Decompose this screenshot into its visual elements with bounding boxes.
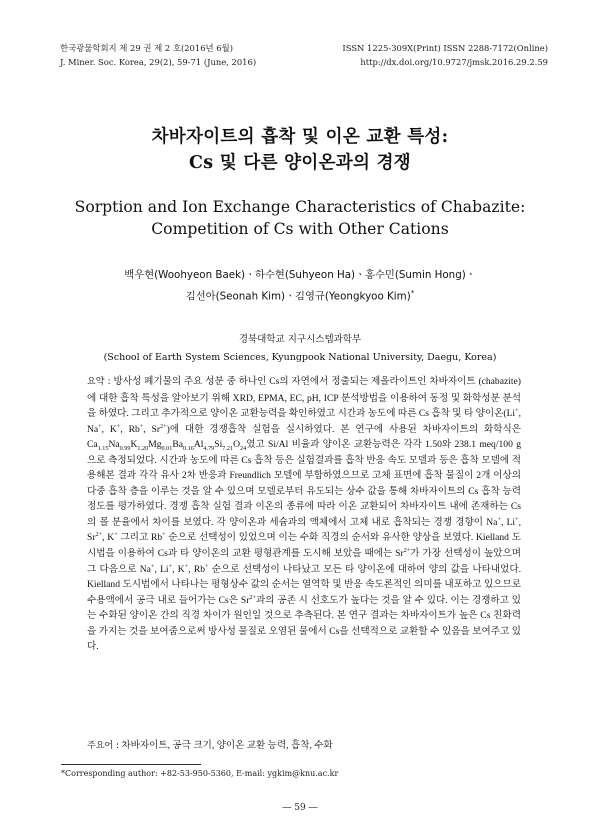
superscript: + [162, 531, 166, 539]
abstract-text: 순으로 선택성이 나타났고 모든 타 양이온에 대하여 양의 값을 나타내었다. Kielland 도시법에서 나타나는 평형상수 값의 순서는 열역학 및 반응 속도론적인 의미를 내포하고 있으므로 수용액에서 공극 내로 들어가는 Cs은 Sr [87, 563, 521, 606]
doi-link[interactable]: http://dx.doi.org/10.9727/jmsk.2016.29.2.59 [360, 57, 548, 67]
superscript: + [497, 515, 501, 523]
subscript: 7.21 [222, 445, 234, 453]
superscript: 2+ [160, 422, 167, 430]
formula-element: Ba [172, 439, 183, 451]
author-line-2-text: 김선아(Seonah Kim)ㆍ김영규(Yeongkyoo Kim) [185, 290, 411, 303]
subscript: 0.99 [119, 445, 131, 453]
subscript: 0.01 [161, 445, 173, 453]
journal-name-korean: 한국광물학회지 제 29 권 제 2 호(2016년 6월) [60, 43, 233, 53]
superscript: + [116, 422, 121, 430]
formula-element: K [130, 439, 138, 451]
abstract-text: 가 가장 선택성이 높았으며 그 다음으로 Na [87, 548, 521, 575]
subscript: 24 [240, 445, 247, 453]
title-english-line-1: Sorption and Ion Exchange Characteristics of Chabazite: [74, 198, 526, 216]
footnote-divider [61, 764, 201, 765]
superscript: + [184, 562, 189, 570]
abstract [87, 374, 521, 655]
abstract-text: , Rb [188, 563, 205, 575]
superscript: + [515, 515, 519, 523]
abstract-text: , K [172, 563, 185, 575]
formula-element: Na [108, 439, 120, 451]
title-english-line-2: Competition of Cs with Other Cations [151, 220, 449, 238]
subscript: 1.20 [137, 445, 149, 453]
author-line-1: 백우현(Woohyeon Baek)ㆍ하수현(Suhyeon Ha)ㆍ홍수민(Sumin Hong)ㆍ [124, 269, 476, 281]
abstract-text: 였고 Si/Al 비율과 양이온 교환능력은 각각 1.50와 238.1 meq/100 g으로 측정되었다. 시간과 농도에 따른 Cs 흡착 등은 실험결과를 흡착 반응 속도 모델과 등은 흡착 모델에 적용해본 결과 각각 유사 2차 반응과 Freundlich 모델에 부합하였으므로 고체 표면에 흡착 물질이 2개 이상의 다중 흡착 층을 이루는 것을 알 수 있으며 모델로부터 유도되는 상수 값을 통해 차바자이트의 Cs 흡착 능력정도를 평가하였다. 경쟁 흡착 실험 결과 이온의 종류에 따라 이온 교환되어 차바자이트 내에 존재하는 Cs의 몰 분율에서 차이를 보였다. 각 양이온과 세슘과의 액체에서 고체 내로 흡착되는 경쟁 경향이 Na [87, 439, 521, 528]
abstract-text: , Rb [120, 423, 140, 435]
keywords-text: 차바자이트, 공극 크기, 양이온 교환 능력, 흡착, 수화 [118, 740, 333, 751]
corresponding-author-footnote: *Corresponding author: +82-53-950-5360, E-mail: ygkim@knu.ac.kr [61, 769, 339, 778]
affiliation-korean: 경북대학교 지구시스템과학부 [238, 334, 362, 345]
subscript: 1.15 [97, 445, 109, 453]
formula-element: Si [214, 439, 223, 451]
superscript: + [139, 422, 144, 430]
formula-element: Mg [148, 439, 162, 451]
issn: ISSN 1225-309X(Print) ISSN 2288-7172(Online) [342, 43, 548, 53]
journal-header-right [342, 41, 548, 69]
superscript: + [114, 531, 118, 539]
title-korean-line-2: Cs 및 다른 양이온과의 경쟁 [189, 153, 411, 173]
superscript: + [515, 406, 519, 414]
abstract-text: 과의 공존 시 선호도가 높다는 것을 알 수 있다. 이는 경쟁하고 있는 수화된 양이온 간의 직경 차이가 원인일 것으로 추측된다. 본 연구 결과는 차바자이트가 높은 Cs 친화력을 가지는 것을 보여줌으로써 방사성 물질로 오염된 물에서 Cs을 선택적으로 교환할 수 있음을 보여주고 있다. [87, 594, 521, 653]
author-line-2 [0, 284, 600, 305]
subscript: 0.16 [183, 445, 194, 453]
abstract-text: 순으로 선택성이 있었으며 이는 수화 직경의 순서와 유사한 양상을 보였다. Kielland 도시법을 이용하여 Cs과 타 양이온의 교환 평형관계를 도시해 보았을 때에는 Sr [87, 532, 521, 560]
superscript: 2+ [249, 593, 256, 601]
journal-citation: J. Miner. Soc. Korea, 29(2), 59-71 (June, 2016) [60, 57, 257, 67]
author-list [0, 266, 600, 305]
abstract-text: , K [101, 423, 117, 435]
formula-element: Al [193, 439, 204, 451]
subscript: 4.79 [203, 445, 215, 453]
superscript: 2+ [403, 546, 411, 554]
abstract-text: , Sr [87, 516, 522, 544]
page-number: ― 59 ― [282, 803, 318, 813]
affiliation-english: (School of Earth System Sciences, Kyungpook National University, Daegu, Korea) [103, 352, 497, 363]
corresponding-author-mark: * [410, 289, 415, 297]
abstract-label: 요약 : [87, 377, 111, 387]
superscript: + [98, 422, 102, 430]
keywords [87, 739, 521, 753]
title-korean [0, 124, 600, 176]
superscript: + [168, 562, 173, 570]
abstract-text: , Sr [143, 423, 161, 435]
abstract-text: 그리고 Rb [117, 532, 163, 544]
superscript: 2+ [95, 531, 103, 539]
abstract-text: , Li [154, 563, 169, 575]
formula-element: O [233, 439, 240, 451]
affiliation [0, 331, 600, 367]
abstract-text: , Li [500, 516, 516, 528]
abstract-text: )에 대한 경쟁흡착 실험을 실시하였다. 본 연구에 사용된 차바자이트의 화학식은 Ca [87, 423, 521, 451]
keywords-label: 주요어 : [87, 741, 119, 751]
superscript: + [150, 562, 155, 570]
abstract-text: , K [102, 532, 115, 544]
title-korean-line-1: 차바자이트의 흡착 및 이온 교환 특성: [151, 127, 449, 147]
journal-header-left [60, 41, 256, 69]
superscript: + [205, 562, 209, 570]
abstract-text: , Na [87, 408, 521, 435]
title-english [0, 196, 600, 240]
abstract-text: 방사성 폐기물의 주요 성분 중 하나인 Cs의 자연에서 정출되는 제올라이트인 차바자이트 (chabazite)에 대한 흡착 특성을 알아보기 위해 XRD, EPMA, EC, pH, ICP 분석방법을 이용하여 동정 및 화학성분 분석을 하였다. 그리고 추가적으로 양이온 교환능력을 확인하였고 시간과 농도에 따른 Cs 흡착 및 타 양이온(Li [87, 376, 521, 420]
